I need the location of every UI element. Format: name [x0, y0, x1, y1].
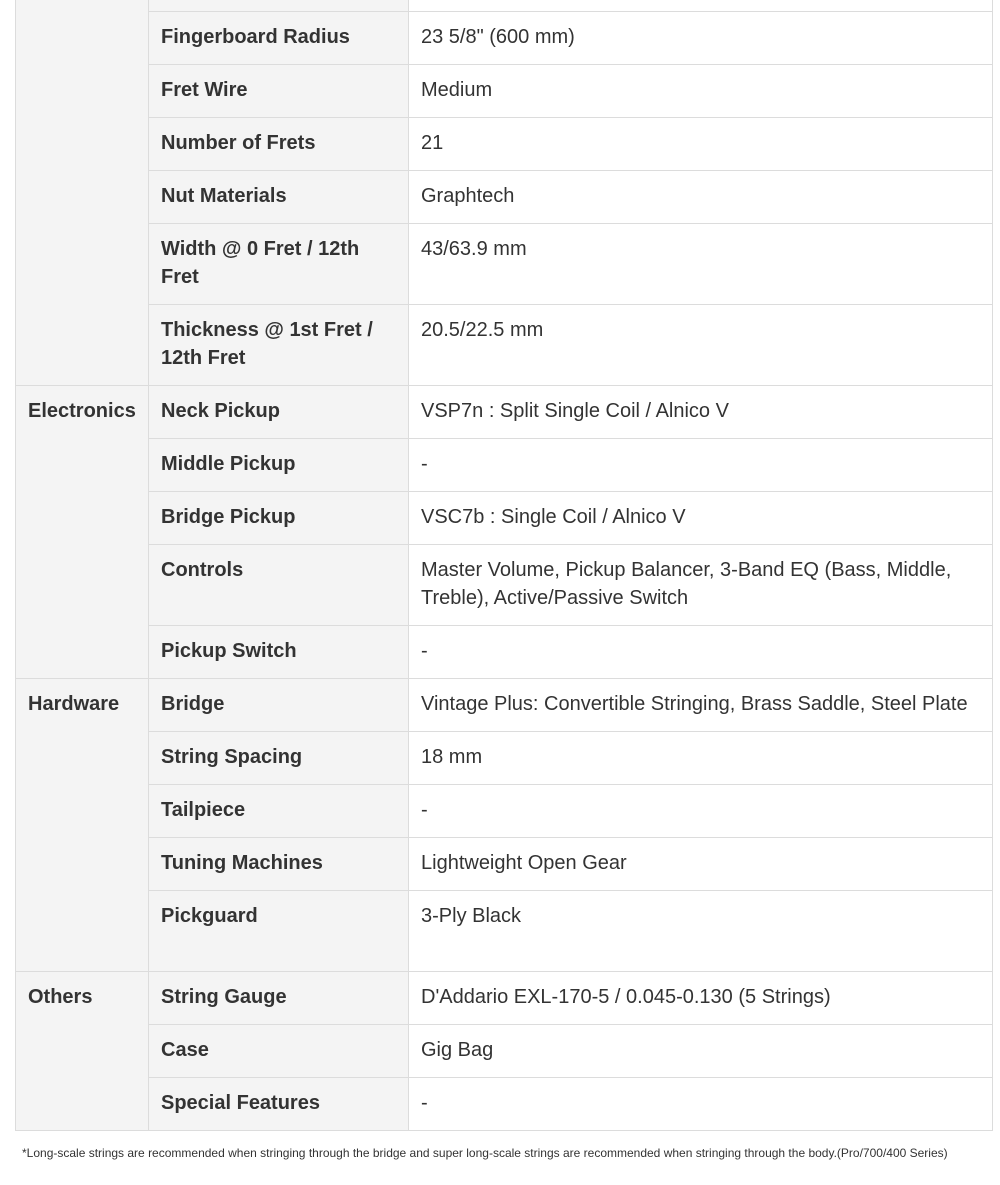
spec-value: 23 5/8" (600 mm): [409, 12, 993, 65]
spec-row: [16, 679, 993, 732]
spec-label: Tailpiece: [149, 785, 409, 838]
category-cell-electronics: Electronics: [16, 386, 149, 679]
spec-label: Nut Materials: [149, 171, 409, 224]
spec-label: Pickup Switch: [149, 626, 409, 679]
spec-value: Medium: [409, 65, 993, 118]
spec-label: Width @ 0 Fret / 12th Fret: [149, 224, 409, 305]
spec-value: -: [409, 1078, 993, 1131]
spec-value: -: [409, 439, 993, 492]
spec-row: [16, 1078, 993, 1131]
spec-label: Thickness @ 1st Fret / 12th Fret: [149, 305, 409, 386]
spec-row: [16, 224, 993, 305]
spec-row: [16, 492, 993, 545]
spec-row: [16, 439, 993, 492]
spec-table: [15, 0, 993, 1131]
spec-row: [16, 838, 993, 891]
spec-value: -: [409, 785, 993, 838]
spec-row: [16, 1025, 993, 1078]
spec-value: D'Addario EXL-170-5 / 0.045-0.130 (5 Strings): [409, 972, 993, 1025]
spec-value: Master Volume, Pickup Balancer, 3-Band EQ (Bass, Middle, Treble), Active/Passive Switch: [409, 545, 993, 626]
spec-value: Lightweight Open Gear: [409, 838, 993, 891]
spec-row: [16, 732, 993, 785]
footnote: *Long-scale strings are recommended when stringing through the bridge and super long-scale strings are recommended when stringing through the body.(Pro/700/400 Series): [22, 1146, 948, 1160]
spec-label: Number of Frets: [149, 118, 409, 171]
spec-value: Gig Bag: [409, 1025, 993, 1078]
category-cell-neck: [16, 0, 149, 386]
spec-label: [149, 0, 409, 12]
spec-row: [16, 386, 993, 439]
spec-label: Pickguard: [149, 891, 409, 972]
spec-row: [16, 626, 993, 679]
spec-value: Graphtech: [409, 171, 993, 224]
spec-label: String Spacing: [149, 732, 409, 785]
spec-row: [16, 12, 993, 65]
spec-row: [16, 545, 993, 626]
spec-value: VSP7n : Split Single Coil / Alnico V: [409, 386, 993, 439]
spec-value: 43/63.9 mm: [409, 224, 993, 305]
spec-label: Case: [149, 1025, 409, 1078]
spec-value: Vintage Plus: Convertible Stringing, Brass Saddle, Steel Plate: [409, 679, 993, 732]
spec-label: Bridge Pickup: [149, 492, 409, 545]
spec-label: String Gauge: [149, 972, 409, 1025]
spec-value: 20.5/22.5 mm: [409, 305, 993, 386]
spec-label: Fingerboard Radius: [149, 12, 409, 65]
spec-row: [16, 118, 993, 171]
category-cell-others: Others: [16, 972, 149, 1131]
spec-label: Controls: [149, 545, 409, 626]
spec-value: 21: [409, 118, 993, 171]
spec-value: 3-Ply Black: [409, 891, 993, 972]
spec-value: 18 mm: [409, 732, 993, 785]
spec-row: [16, 65, 993, 118]
spec-row: [16, 972, 993, 1025]
spec-label: Tuning Machines: [149, 838, 409, 891]
spec-row: [16, 785, 993, 838]
spec-label: Bridge: [149, 679, 409, 732]
spec-value: VSC7b : Single Coil / Alnico V: [409, 492, 993, 545]
spec-row: [16, 305, 993, 386]
spec-row: [16, 171, 993, 224]
spec-label: Special Features: [149, 1078, 409, 1131]
spec-value: [409, 0, 993, 12]
category-cell-hardware: Hardware: [16, 679, 149, 972]
spec-label: Middle Pickup: [149, 439, 409, 492]
spec-row: [16, 0, 993, 12]
spec-row: [16, 891, 993, 972]
spec-value: -: [409, 626, 993, 679]
spec-label: Neck Pickup: [149, 386, 409, 439]
spec-label: Fret Wire: [149, 65, 409, 118]
